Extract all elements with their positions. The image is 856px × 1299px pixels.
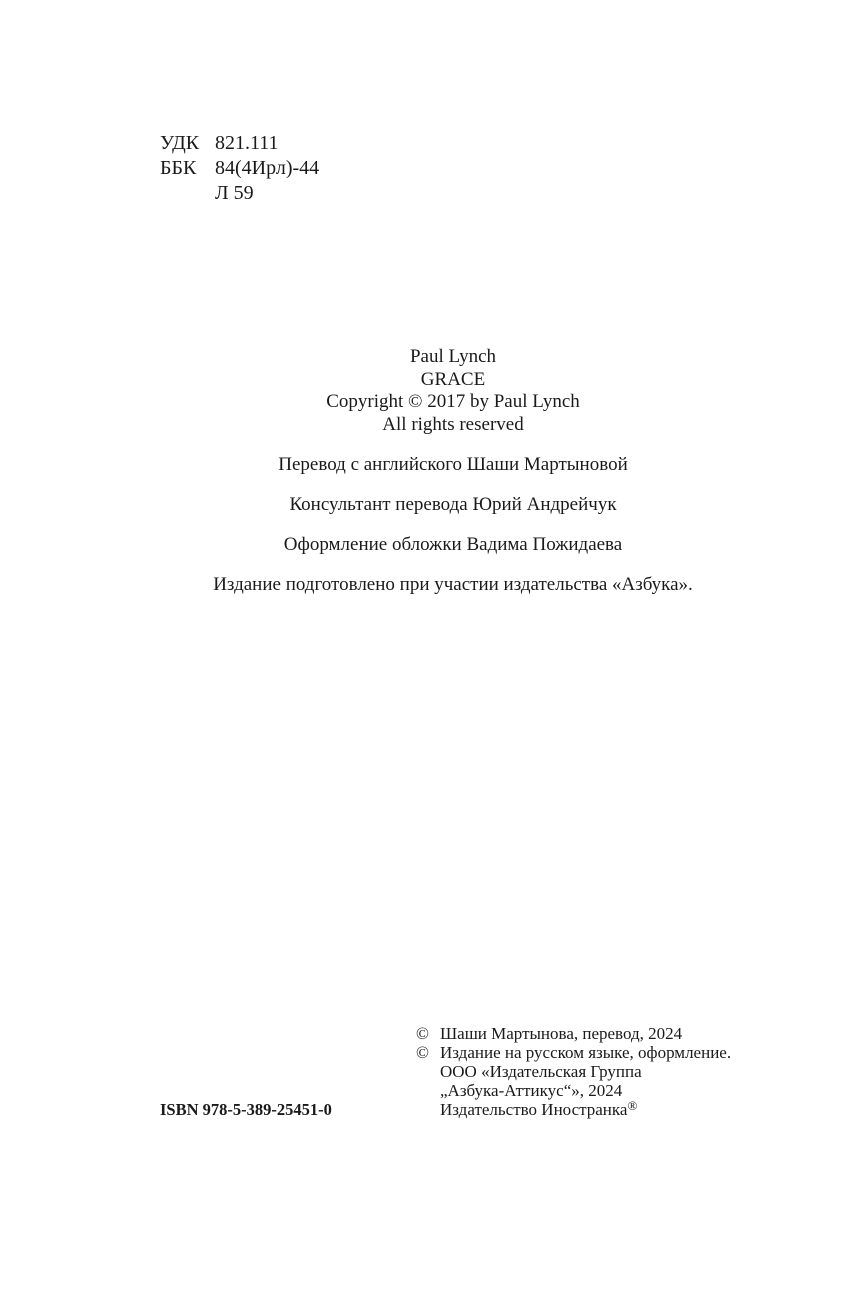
copyright-edition-text: Издание на русском языке, оформление. <box>440 1043 732 1062</box>
original-copyright: Copyright © 2017 by Paul Lynch <box>326 391 580 412</box>
isbn: ISBN 978-5-389-25451-0 <box>160 1100 332 1119</box>
copyright-block <box>416 1024 731 1119</box>
bbk-value: 84(4Ирл)-44 <box>215 157 320 179</box>
translation-credit: Перевод с английского Шаши Мартыновой <box>278 454 628 475</box>
cover-credit: Оформление обложки Вадима Пожидаева <box>283 534 623 555</box>
copyright-edition <box>416 1043 731 1062</box>
udk-label: УДК <box>160 132 200 154</box>
author-mark: Л 59 <box>215 182 254 204</box>
publisher-note: Издание подготовлено при участии издательства «Азбука». <box>213 574 693 595</box>
udk-row <box>160 131 319 156</box>
imprint-line <box>416 1100 731 1119</box>
imprint-name: Издательство Иностранка <box>440 1100 628 1119</box>
original-title: GRACE <box>420 368 486 390</box>
bbk-row <box>160 156 319 181</box>
rights-notice: All rights reserved <box>382 413 524 435</box>
copyright-symbol: © <box>416 1043 429 1062</box>
original-author: Paul Lynch <box>409 346 497 367</box>
publisher-line-2: „Азбука-Аттикус“», 2024 <box>440 1081 623 1100</box>
udk-value: 821.111 <box>215 132 279 154</box>
original-edition-info <box>0 346 856 436</box>
publisher-line-1: ООО «Издательская Группа <box>440 1062 642 1081</box>
bbk-label: ББК <box>160 157 197 179</box>
copyright-translation-text: Шаши Мартынова, перевод, 2024 <box>440 1024 683 1043</box>
classification-block <box>160 131 319 206</box>
copyright-symbol: © <box>416 1024 429 1043</box>
registered-mark: ® <box>627 1098 638 1113</box>
consultant-credit: Консультант перевода Юрий Андрейчук <box>289 494 617 515</box>
credits-block <box>0 346 856 596</box>
copyright-translation <box>416 1024 731 1043</box>
